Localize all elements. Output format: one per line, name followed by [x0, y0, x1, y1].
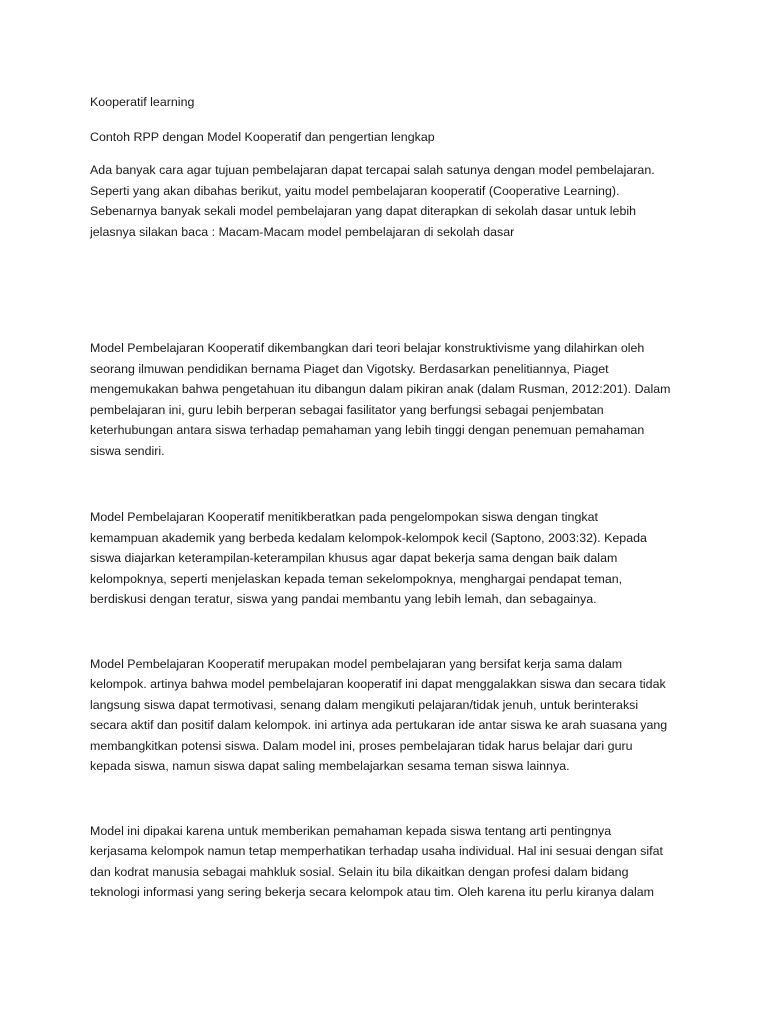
paragraph-line: Model Pembelajaran Kooperatif menitikberatkan pada pengelompokan siswa dengan tingkat: [90, 510, 598, 524]
document-page: [90, 92, 730, 903]
paragraph-line: siswa sendiri.: [90, 443, 165, 458]
paragraph-line: teknologi informasi yang sering bekerja secara kelompok atau tim. Oleh karena itu perlu kiranya dalam: [90, 885, 655, 899]
paragraph-line: kemampuan akademik yang berbeda kedalam kelompok-kelompok kecil (Saptono, 2003:32). Kepada: [90, 530, 647, 545]
document-title: Kooperatif learning: [90, 95, 195, 109]
paragraph-line: membangkitkan potensi siswa. Dalam model ini, proses pembelajaran tidak harus belajar dari guru: [90, 738, 633, 753]
paragraph-line: Sebenarnya banyak sekali model pembelajaran yang dapat diterapkan di sekolah dasar untuk lebih: [90, 204, 637, 218]
paragraph-line: kerjasama kelompok namun tetap memperhatikan terhadap usaha individual. Hal ini sesuai dengan sifat: [90, 844, 663, 858]
paragraph-2: [90, 338, 730, 461]
paragraph-line: jelasnya silakan baca : Macam-Macam model pembelajaran di sekolah dasar: [90, 224, 515, 239]
paragraph-line: Model ini dipakai karena untuk memberikan pemahaman kepada siswa tentang arti pentingnya: [90, 823, 612, 838]
paragraph-line: kelompoknya, seperti menjelaskan kepada teman sekelompoknya, menghargai pendapat teman,: [90, 571, 623, 586]
paragraph-line: kepada siswa, namun siswa dapat saling membelajarkan sesama teman siswa lainnya.: [90, 759, 570, 773]
paragraph-line: Model Pembelajaran Kooperatif dikembangkan dari teori belajar konstruktivisme yang dilahirkan oleh: [90, 341, 645, 355]
paragraph-3: [90, 507, 730, 610]
paragraph-line: mengemukakan bahwa pengetahuan itu dibangun dalam pikiran anak (dalam Rusman, 2012:201). Dalam: [90, 382, 671, 396]
paragraph-line: keterhubungan antara siswa terhadap pemahaman yang lebih tinggi dengan penemuan pemahaman: [90, 423, 645, 437]
paragraph-line: Seperti yang akan dibahas berikut, yaitu model pembelajaran kooperatif (Cooperative Learning).: [90, 183, 620, 198]
paragraph-4: [90, 654, 730, 777]
paragraph-line: Ada banyak cara agar tujuan pembelajaran dapat tercapai salah satunya dengan model pembelajaran.: [90, 163, 655, 177]
paragraph-line: pembelajaran ini, guru lebih berperan sebagai fasilitator yang berfungsi sebagai penjembatan: [90, 402, 604, 417]
paragraph-line: dan kodrat manusia sebagai mahkluk sosial. Selain itu bila dikaitkan dengan profesi dalam bidang: [90, 864, 629, 879]
paragraph-line: Model Pembelajaran Kooperatif merupakan model pembelajaran yang bersifat kerja sama dalam: [90, 656, 623, 671]
paragraph-5: [90, 821, 730, 903]
paragraph-line: langsung siswa dapat termotivasi, senang dalam mengikuti pelajaran/tidak jenuh, untuk berinteraksi: [90, 697, 639, 712]
paragraph-line: siswa diajarkan keterampilan-keterampilan khusus agar dapat bekerja sama dengan baik dalam: [90, 551, 618, 565]
paragraph-line: kelompok. artinya bahwa model pembelajaran kooperatif ini dapat menggalakkan siswa dan secara tidak: [90, 677, 666, 691]
paragraph-1: [90, 160, 730, 242]
paragraph-line: seorang ilmuwan pendidikan bernama Piaget dan Vigotsky. Berdasarkan penelitiannya, Piaget: [90, 361, 609, 376]
paragraph-line: berdiskusi dengan teratur, siswa yang pandai membantu yang lebih lemah, dan sebagainya.: [90, 592, 597, 606]
document-subtitle: Contoh RPP dengan Model Kooperatif dan pengertian lengkap: [90, 129, 435, 144]
paragraph-line: secara aktif dan positif dalam kelompok. ini artinya ada pertukaran ide antar siswa ke arah suasana yang: [90, 718, 668, 732]
